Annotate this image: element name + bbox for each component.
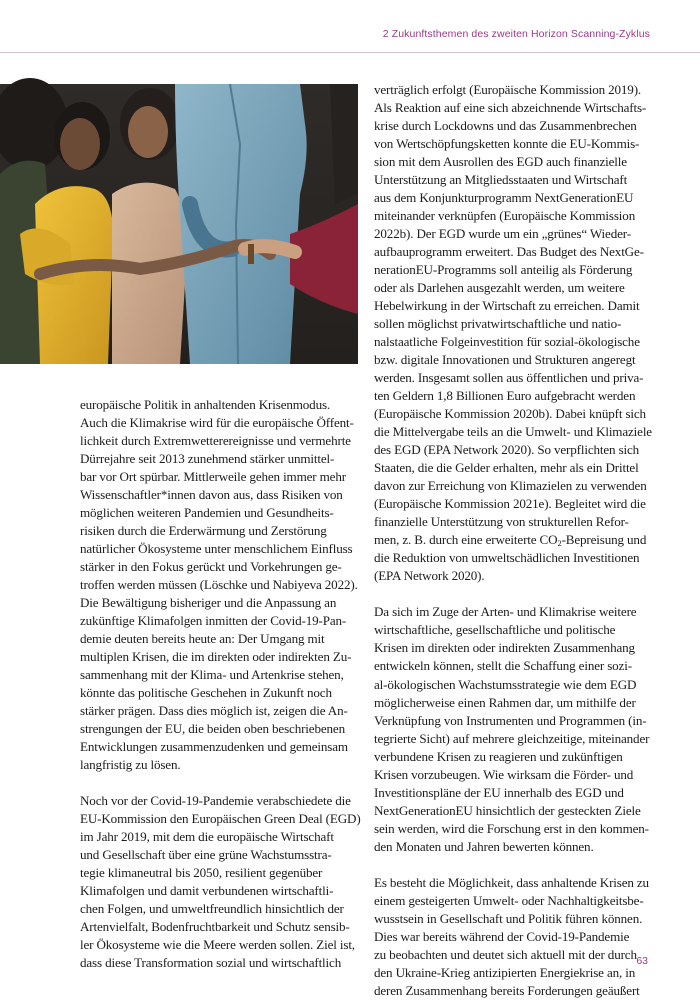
text-line: möglichen weiteren Pandemien und Gesundheits- <box>80 505 334 521</box>
text-line: zukünftige Klimafolgen inmitten der Covid-19-Pan- <box>80 613 347 629</box>
text-line: entwickeln können, stellt die Schaffung einer sozi- <box>374 658 632 674</box>
subscript: 2 <box>557 538 562 549</box>
text-line: lichkeit durch Extremwetterereignisse und vermehrte <box>80 433 351 449</box>
text-line: nalstaatliche Folgeinvestition für sozial-ökologische <box>374 334 640 350</box>
text-line: europäische Politik in anhaltenden Krisenmodus. <box>80 397 331 412</box>
text-line: langfristig zu lösen. <box>80 757 181 773</box>
text-line: (EPA Network 2020). <box>374 568 485 584</box>
text-line: wusstsein in Gesellschaft und Politik führen können. <box>374 910 643 926</box>
text-line: Noch vor der Covid-19-Pandemie verabschiedete die <box>80 793 351 809</box>
text-line: Als Reaktion auf eine sich abzeichnende Wirtschafts- <box>374 100 647 116</box>
text-line: men, z. B. durch eine erweiterte $CO_2$-Bepreisung und <box>374 532 647 549</box>
text-line: miteinander verknüpfen (Europäische Kommission <box>374 208 636 224</box>
text-line: krise durch Lockdowns und das Zusammenbrechen <box>374 118 637 134</box>
text-line: Es besteht die Möglichkeit, dass anhaltende Krisen zu <box>374 874 649 890</box>
text-line: den Ukraine-Krieg antizipierten Energiekrise an, in <box>374 964 636 980</box>
text-line: wirtschaftliche, gesellschaftliche und politische <box>374 622 616 638</box>
text-line: aus dem Konjunkturprogramm NextGenerationEU <box>374 190 634 206</box>
text-line: natürlicher Ökosysteme unter menschlichem Einfluss <box>80 541 353 557</box>
text-line: verträglich erfolgt (Europäische Kommission 2019). <box>374 82 642 97</box>
text-line: sammenhang mit der Klima- und Artenkrise stehen, <box>80 667 344 683</box>
text-line: von Wertschöpfungsketten konnte die EU-Kommis- <box>374 136 640 152</box>
paragraph <box>374 81 664 585</box>
left-column <box>80 396 370 972</box>
text-line: al-ökologischen Wachstumsstrategie wie dem EGD <box>374 676 637 692</box>
text-line: nerationEU-Programms soll anteilig als Förderung <box>374 262 633 278</box>
text-line: Investitionspläne der EU innerhalb des EGD und <box>374 784 624 800</box>
text-line: Verknüpfung von Instrumenten und Programmen (in- <box>374 712 647 728</box>
text-line: Krisen vorzubeugen. Wie wirksam die Förder- und <box>374 766 634 782</box>
text-line: risiken durch die Erderwärmung und Zerstörung <box>80 523 327 539</box>
text-line: NextGenerationEU hinsichtlich der gesteckten Ziele <box>374 802 641 818</box>
text-line: zu beobachten und deutet sich aktuell mit der durch <box>374 946 637 962</box>
text-line: Krisen im direkten oder indirekten Zusammenhang <box>374 640 635 656</box>
text-line: Entwicklungen zusammenzudenken und gemeinsam <box>80 739 348 755</box>
right-column <box>374 81 664 1000</box>
text-line: dass diese Transformation sozial und wirtschaftlich <box>80 955 342 971</box>
text-line: Klimafolgen und damit verbundenen wirtschaftli- <box>80 883 334 899</box>
text-line: bzw. digitale Innovationen und Strukturen angeregt <box>374 352 636 368</box>
text-line: EU-Kommission den Europäischen Green Deal (EGD) <box>80 811 361 827</box>
text-line: stärker prägen. Dass dies möglich ist, zeigen die An- <box>80 703 348 719</box>
text-line: Da sich im Zuge der Arten- und Klimakrise weitere <box>374 604 637 620</box>
text-line: Wissenschaftler*innen davon aus, dass Risiken von <box>80 487 343 503</box>
photo-illustration <box>0 84 358 364</box>
text-line: multiplen Krisen, die im direkten oder indirekten Zu- <box>80 649 352 665</box>
text-line: chen Folgen, und umweltfreundlich hinsichtlich der <box>80 901 344 917</box>
text-line: Dürrejahre seit 2013 zunehmend stärker unmittel- <box>80 451 335 467</box>
text-line: oder als Darlehen ausgezahlt werden, um weitere <box>374 280 625 296</box>
photo-people-holding-hands <box>0 84 358 364</box>
text-line: werden. Insgesamt sollen aus öffentlichen und priva- <box>374 370 644 386</box>
paragraph <box>80 792 370 972</box>
text-line: tegie klimaneutral bis 2050, resilient gegenüber <box>80 865 323 881</box>
running-head: 2 Zukunftsthemen des zweiten Horizon Scanning-Zyklus <box>382 28 650 40</box>
text-line: könnte das politische Geschehen in Zukunft noch <box>80 685 332 701</box>
text-line: ten Geldern 1,8 Billionen Euro aufgebracht werden <box>374 388 636 404</box>
text-line: 2022b). Der EGD wurde um ein „grünes“ Wieder- <box>374 226 631 242</box>
text-line: ler Ökosysteme wie die Meere werden sollen. Ziel ist, <box>80 937 355 953</box>
text-line: verbundene Krisen zu reagieren und zukünftigen <box>374 748 623 764</box>
text-line: davon zur Erreichung von Klimazielen zu verwenden <box>374 478 647 494</box>
text-line: des EGD (EPA Network 2020). So verpflichten sich <box>374 442 640 458</box>
text-line: sollen möglichst privatwirtschaftliche und natio- <box>374 316 622 332</box>
text-line: möglicherweise einen Rahmen dar, um mithilfe der <box>374 694 636 710</box>
text-line: den Monaten und Jahren bewerten können. <box>374 838 594 854</box>
text-line: Staaten, die die Gelder erhalten, mehr als ein Drittel <box>374 460 639 476</box>
text-line: die Mittelvergabe teils an die Umwelt- und Klimaziele <box>374 424 652 440</box>
text-line: troffen werden müssen (Löschke und Nabiyeva 2022). <box>80 577 358 593</box>
text-line: strengungen der EU, die beiden oben beschriebenen <box>80 721 345 737</box>
text-line: im Jahr 2019, mit dem die europäische Wirtschaft <box>80 829 334 845</box>
text-line: deren Zusammenhang bereits Forderungen geäußert <box>374 982 640 998</box>
text-line: stärker in den Fokus gerückt und Vorkehrungen ge- <box>80 559 342 575</box>
text-line: bar vor Ort spürbar. Mittlerweile gehen immer mehr <box>80 469 346 485</box>
text-line: (Europäische Kommission 2020b). Dabei knüpft sich <box>374 406 646 422</box>
text-line: sion mit dem Ausrollen des EGD auch finanzielle <box>374 154 627 170</box>
text-line: Hebelwirkung in der Wirtschaft zu erreichen. Damit <box>374 298 640 314</box>
text-line: Dies war bereits während der Covid-19-Pandemie <box>374 928 630 944</box>
text-line: und Gesellschaft über eine grüne Wachstumsstra- <box>80 847 332 863</box>
page-number: 63 <box>636 955 648 967</box>
header-rule <box>0 52 700 53</box>
text-line: finanzielle Unterstützung von strukturellen Refor- <box>374 514 629 530</box>
text-line: Die Bewältigung bisheriger und die Anpassung an <box>80 595 337 611</box>
paragraph <box>374 603 664 855</box>
text-line: Auch die Klimakrise wird für die europäische Öffent- <box>80 415 354 431</box>
text-line: sein werden, wird die Forschung erst in den kommen- <box>374 820 649 836</box>
paragraph <box>374 874 664 1000</box>
text-line: tegrierte Sicht) auf mehrere gleichzeitige, miteinander <box>374 730 650 746</box>
text-line: die Reduktion von umweltschädlichen Investitionen <box>374 550 640 566</box>
text-line: einem gesteigerten Umwelt- oder Nachhaltigkeitsbe- <box>374 892 644 908</box>
text-line: (Europäische Kommission 2021e). Begleitet wird die <box>374 496 646 512</box>
text-line: Artenvielfalt, Bodenfruchtbarkeit und Schutz sensib- <box>80 919 350 935</box>
text-line: aufbauprogramm erweitert. Das Budget des NextGe- <box>374 244 644 260</box>
text-line: demie deuten bereits heute an: Der Umgang mit <box>80 631 325 647</box>
text-line: Unterstützung an Mitgliedsstaaten und Wirtschaft <box>374 172 628 188</box>
paragraph <box>80 396 370 774</box>
